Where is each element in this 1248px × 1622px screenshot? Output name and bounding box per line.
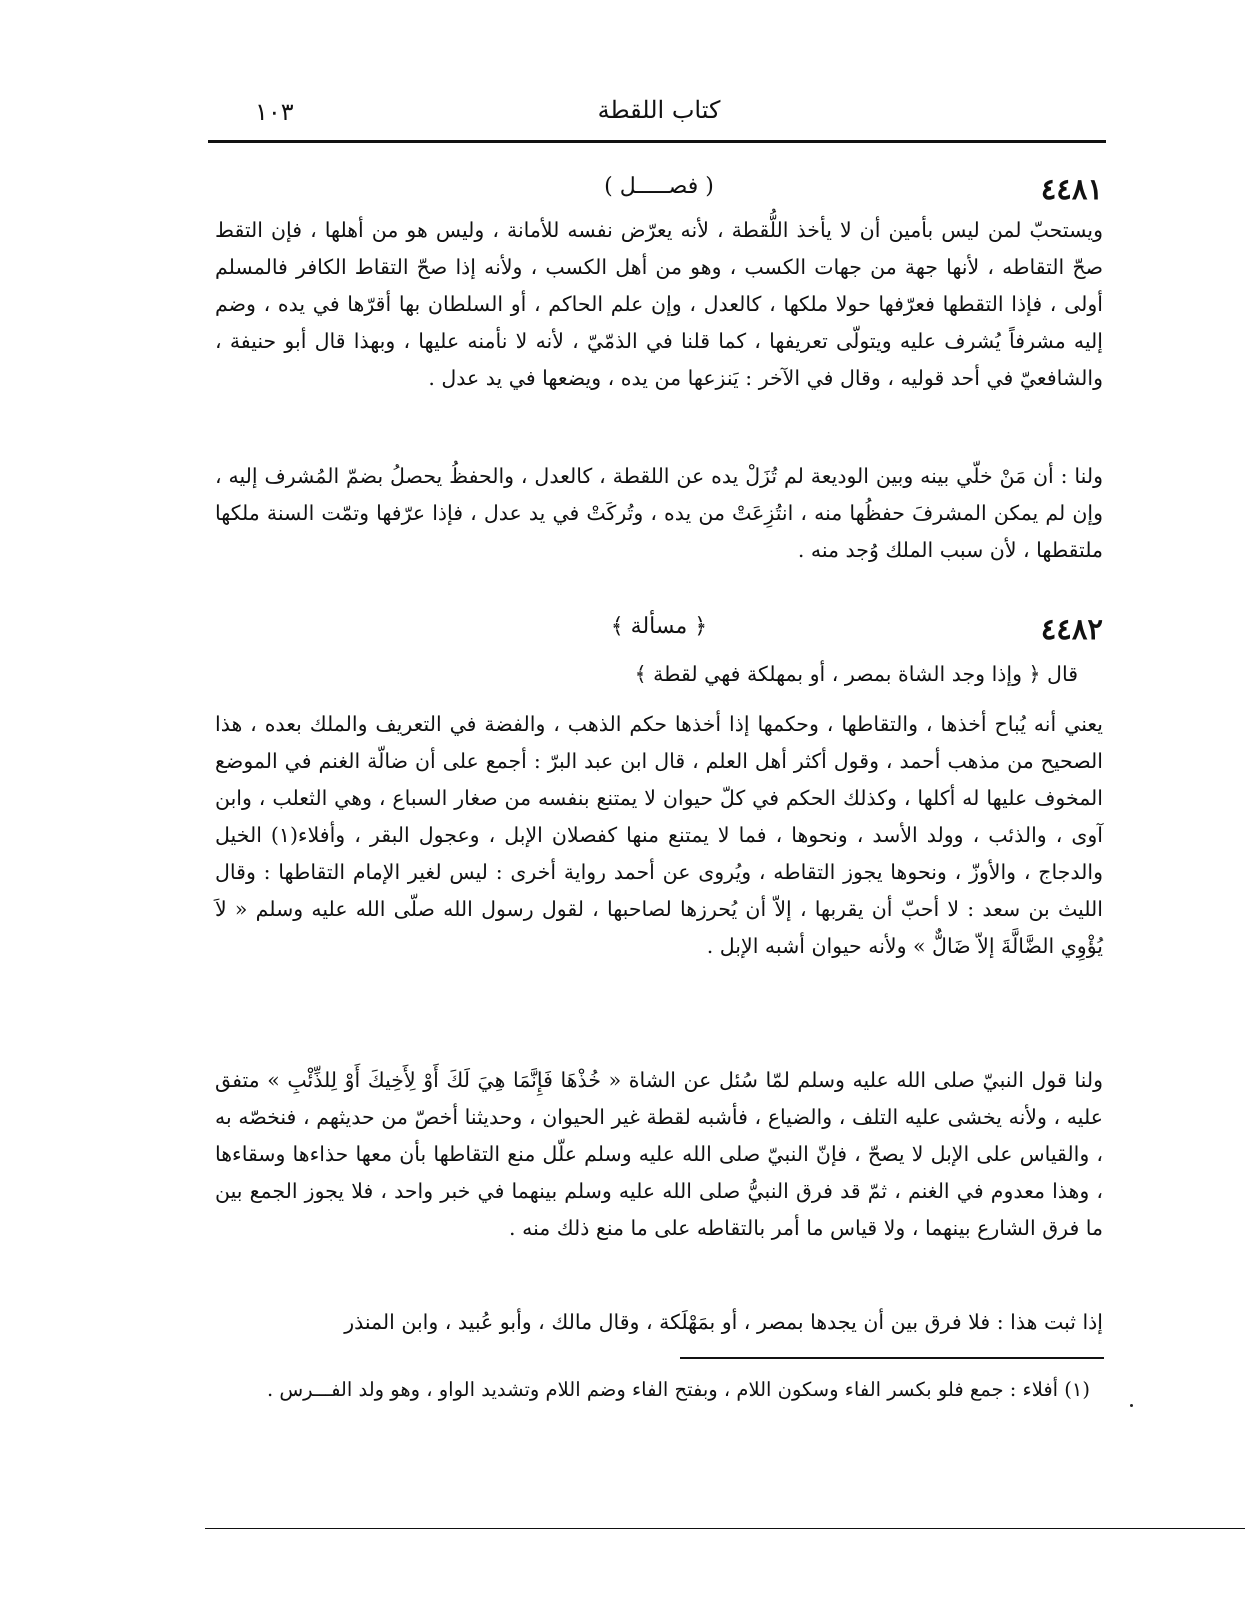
masala-statement: قال ﴿ وإذا وجد الشاة بمصر ، أو بمهلكة فهي لقطة ﴾ <box>634 662 1078 686</box>
section-label: ﴿ مسألة ﴾ <box>610 614 708 639</box>
paragraph-5: إذا ثبت هذا : فلا فرق بين أن يجدها بمصر ، أو بمَهْلَكة ، وقال مالك ، وأبو عُبيد ، وابن المنذر <box>344 1310 1103 1334</box>
section-heading-4481 <box>215 172 1103 212</box>
section-number: ٤٤٨١ <box>1040 172 1103 206</box>
header-rule <box>208 140 1106 143</box>
section-number: ٤٤٨٢ <box>1040 612 1103 646</box>
scan-speck <box>1130 1404 1133 1407</box>
paragraph-4: ولنا قول النبيّ صلى الله عليه وسلم لمّا سُئل عن الشاة « خُذْهَا فَإِنَّمَا هِيَ لَكَ أَوْ لِأَخِيكَ أَوْ لِلذِّئْبِ » متفق عليه ، ولأنه يخشى عليه التلف ، والضياع ، فأشبه لقطة غير الحيوان ، وحديثنا أخصّ من حديثهم ، فنخصّه به ، والقياس على الإبل لا يصحّ ، فإنّ النبيّ صلى الله عليه وسلم علّل منع التقاطها بأن معها حذاءها وسقاءها ، وهذا معدوم في الغنم ، ثمّ قد فرق النبيُّ صلى الله عليه وسلم بينهما في خبر واحد ، فلا يجوز الجمع بين ما فرق الشارع بينهما ، ولا قياس ما أمر بالتقاطه على ما منع ذلك منه . <box>215 1068 1103 1240</box>
running-header <box>215 90 1103 134</box>
paragraph-1: ويستحبّ لمن ليس بأمين أن لا يأخذ اللُّقطة ، لأنه يعرّض نفسه للأمانة ، وليس هو من أهلها ، فإن التقط صحّ التقاطه ، لأنها جهة من جهات الكسب ، وهو من أهل الكسب ، ولأنه إذا صحّ التقاط الكافر فالمسلم أولى ، فإذا التقطها فعرّفها حولا ملكها ، كالعدل ، وإن علم الحاكم ، أو السلطان بها أقرّها في يده ، وضم إليه مشرفاً يُشرف عليه ويتولّى تعريفها ، كما قلنا في الذمّيّ ، لأنه لا نأمنه عليها ، وبهذا قال أبو حنيفة ، والشافعيّ في أحد قوليه ، وقال في الآخر : يَنزعها من يده ، ويضعها في يد عدل . <box>215 218 1103 390</box>
footnote-rule <box>680 1357 1104 1359</box>
page-number: ١٠٣ <box>255 98 294 126</box>
footnote: (١) أفلاء : جمع فلو بكسر الفاء وسكون اللام ، وبفتح الفاء وضم اللام وتشديد الواو ، وهو ولد الفـــرس . <box>266 1378 1090 1401</box>
paragraph-2: ولنا : أن مَنْ خلّي بينه وبين الوديعة لم تُزَلْ يده عن اللقطة ، كالعدل ، والحفظُ يحصلُ بضمّ المُشرف إليه ، وإن لم يمكن المشرفَ حفظُها منه ، انتُزِعَتْ من يده ، وتُركَتْ في يد عدل ، فإذا عرّفها وتمّت السنة ملكها ملتقطها ، لأن سبب الملك وُجد منه . <box>215 464 1103 562</box>
paragraph-3: يعني أنه يُباح أخذها ، والتقاطها ، وحكمها إذا أخذها حكم الذهب ، والفضة في التعريف والملك بعده ، هذا الصحيح من مذهب أحمد ، وقول أكثر أهل العلم ، قال ابن عبد البرّ : أجمع على أن ضالّة الغنم في الموضع المخوف عليها له أكلها ، وكذلك الحكم في كلّ حيوان لا يمتنع بنفسه من صغار السباع ، وهي الثعلب ، وابن آوى ، والذئب ، وولد الأسد ، ونحوها ، فما لا يمتنع منها كفصلان الإبل ، وعجول البقر ، وأفلاء(١) الخيل والدجاج ، والأوزّ ، ونحوها يجوز التقاطه ، ويُروى عن أحمد رواية أخرى : ليس لغير الإمام التقاطها : وقال الليث بن سعد : لا أحبّ أن يقربها ، إلاّ أن يُحرزها لصاحبها ، لقول رسول الله صلّى الله عليه وسلم « لاَ يُؤْوِي الضَّالَّةَ إلاّ ضَالٌّ » ولأنه حيوان أشبه الإبل . <box>215 712 1103 958</box>
section-label: ( فصـــــل ) <box>604 174 714 199</box>
bottom-rule <box>205 1528 1245 1529</box>
section-heading-4482 <box>215 612 1103 652</box>
running-title: كتاب اللقطة <box>597 96 721 124</box>
